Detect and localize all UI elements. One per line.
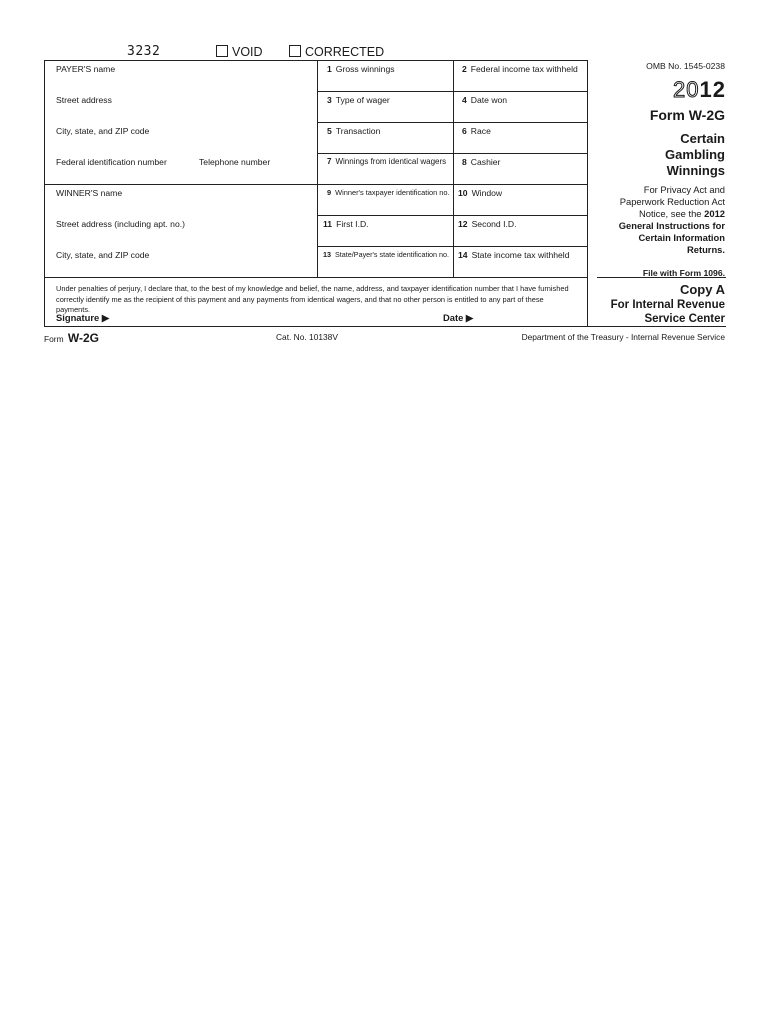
box-3	[327, 95, 390, 105]
payer-fed-id-label: Federal identification number	[56, 157, 167, 167]
box-7	[327, 157, 446, 167]
box-2	[462, 64, 578, 74]
box-10	[458, 188, 502, 198]
box-number: 2	[462, 64, 467, 74]
for-irs-line: Service Center	[644, 313, 725, 325]
winner-street-label: Street address (including apt. no.)	[56, 219, 185, 229]
title-line: Gambling	[665, 147, 725, 162]
box-label: Date won	[470, 95, 508, 105]
omb-number: OMB No. 1545-0238	[646, 61, 725, 71]
winner-city-label: City, state, and ZIP code	[56, 250, 150, 260]
grid-line	[317, 122, 587, 123]
form-code: 3232	[127, 44, 161, 59]
privacy-line: For Privacy Act and	[643, 184, 725, 195]
payer-street-label: Street address	[56, 95, 112, 105]
catalog-number: Cat. No. 10138V	[276, 332, 338, 342]
box-number: 11	[323, 219, 333, 229]
box-number: 8	[462, 157, 467, 167]
box-number: 6	[462, 126, 467, 136]
box-number: 3	[327, 95, 332, 105]
box-label: Federal income tax withheld	[470, 64, 578, 74]
box-number: 14	[458, 250, 468, 260]
signature-label[interactable]: Signature ▶	[56, 312, 110, 323]
box-label: State/Payer's state identification no.	[335, 250, 450, 259]
grid-line	[44, 60, 587, 61]
privacy-line: Certain Information	[638, 232, 725, 243]
box-number: 12	[458, 219, 468, 229]
box-label: Transaction	[335, 126, 381, 136]
box-number: 13	[323, 250, 331, 259]
privacy-line: Notice, see the 2012	[638, 208, 725, 219]
winner-name-label: WINNER'S name	[56, 188, 123, 198]
box-label: Type of wager	[335, 95, 390, 105]
box-number: 4	[462, 95, 467, 105]
box-label: Second I.D.	[471, 219, 517, 229]
grid-line	[587, 60, 588, 326]
void-checkbox-box[interactable]	[216, 45, 228, 57]
void-checkbox[interactable]	[216, 45, 263, 59]
box-label: Gross winnings	[335, 64, 395, 74]
box-4	[462, 95, 507, 105]
title-line: Winnings	[666, 163, 725, 178]
for-irs-line: For Internal Revenue	[610, 299, 725, 311]
grid-line	[44, 60, 45, 326]
grid-line	[317, 246, 587, 247]
box-13	[323, 250, 449, 260]
corrected-checkbox[interactable]	[289, 45, 384, 59]
corrected-checkbox-box[interactable]	[289, 45, 301, 57]
box-14	[458, 250, 570, 260]
grid-line	[317, 153, 587, 154]
privacy-line: Paperwork Reduction Act	[619, 196, 725, 207]
box-9	[327, 188, 450, 198]
privacy-notice	[619, 184, 725, 256]
grid-line	[317, 215, 587, 216]
box-number: 9	[327, 188, 332, 197]
privacy-line: Returns.	[686, 244, 725, 255]
year-bold: 12	[699, 77, 726, 102]
form-title	[665, 131, 725, 179]
payer-city-label: City, state, and ZIP code	[56, 126, 150, 136]
grid-line	[44, 277, 587, 278]
box-11	[323, 219, 369, 229]
title-line: Certain	[680, 131, 725, 146]
tax-year	[673, 78, 726, 102]
privacy-line: General Instructions for	[618, 220, 725, 231]
box-number: 7	[327, 157, 332, 166]
box-number: 1	[327, 64, 332, 74]
grid-line	[317, 91, 587, 92]
date-label[interactable]: Date ▶	[443, 312, 474, 323]
department: Department of the Treasury - Internal Revenue Service	[521, 332, 725, 342]
grid-line	[44, 184, 587, 185]
year-outline: 20	[673, 77, 700, 102]
file-with: File with Form 1096.	[642, 268, 725, 278]
box-label: Winnings from identical wagers	[335, 157, 447, 166]
for-irs	[611, 298, 725, 326]
footer-form-name: W-2G	[67, 331, 99, 345]
grid-line	[453, 60, 454, 277]
grid-line	[44, 326, 726, 327]
box-number: 5	[327, 126, 332, 136]
footer-form-prefix: Form	[44, 334, 64, 344]
box-label: Cashier	[470, 157, 501, 167]
box-12	[458, 219, 516, 229]
box-1	[327, 64, 395, 74]
box-label: First I.D.	[336, 219, 369, 229]
box-number: 10	[458, 188, 468, 198]
box-label: Window	[471, 188, 503, 198]
box-label: Winner's taxpayer identification no.	[335, 188, 450, 197]
void-label: VOID	[232, 45, 263, 59]
footer-form	[44, 331, 99, 345]
perjury-statement: Under penalties of perjury, I declare that, to the best of my knowledge and belief, the name, address, and taxpayer identification number that I have furnished correctly identify me as the recipient of this payment and any payments from identical wagers, and that no other person is entitled to any part of these payments.	[56, 284, 569, 314]
grid-line	[317, 60, 318, 277]
corrected-label: CORRECTED	[305, 45, 385, 59]
box-8	[462, 157, 500, 167]
payer-name-label: PAYER'S name	[56, 64, 116, 74]
payer-phone-label: Telephone number	[199, 157, 271, 167]
box-label: State income tax withheld	[471, 250, 570, 260]
copy-label: Copy A	[679, 282, 725, 297]
form-name: Form W-2G	[649, 107, 725, 123]
box-5	[327, 126, 380, 136]
box-label: Race	[470, 126, 491, 136]
box-6	[462, 126, 491, 136]
